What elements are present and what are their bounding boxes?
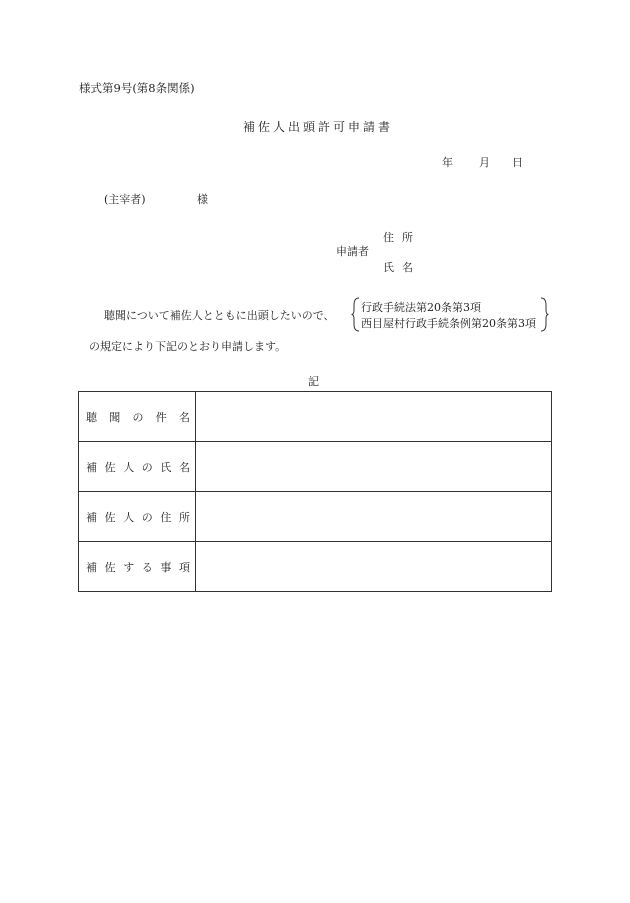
row-label-cell [79,442,196,492]
assistant-address-field[interactable] [196,492,552,542]
statute-option-ordinance: 西目屋村行政手続条例第20条第3項 [361,317,536,330]
row-label-cell [79,492,196,542]
row-label-cell [79,542,196,592]
table-row [79,492,552,542]
date-month-label: 月 [479,156,490,169]
row-label: 補佐人の住所 [86,510,190,524]
row-label: 聴聞の件名 [86,410,190,424]
row-label: 補佐人の氏名 [86,460,190,474]
assistant-name-field[interactable] [196,442,552,492]
body-text-line-1: 聴聞について補佐人とともに出頭したいので、 [104,309,335,322]
ki-heading: 記 [308,375,319,388]
document-title: 補佐人出頭許可申請書 [243,120,394,134]
addressee-honorific: 様 [197,193,208,206]
assistance-matters-field[interactable] [196,542,552,592]
statute-option-act: 行政手続法第20条第3項 [361,301,481,314]
row-label: 補佐する事項 [86,560,190,574]
table-row [79,542,552,592]
applicant-name-label: 氏名 [383,261,421,274]
table-row [79,442,552,492]
addressee-organizer: (主宰者) [104,193,146,206]
date-year-label: 年 [442,156,453,169]
row-label-cell [79,392,196,442]
form-number: 様式第9号(第8条関係) [79,81,195,95]
table-row [79,392,552,442]
applicant-label: 申請者 [336,245,369,258]
hearing-subject-field[interactable] [196,392,552,442]
detail-table [78,391,552,592]
body-text-line-2: の規定により下記のとおり申請します。 [89,340,287,353]
applicant-address-label: 住所 [383,231,421,244]
date-day-label: 日 [512,156,523,169]
